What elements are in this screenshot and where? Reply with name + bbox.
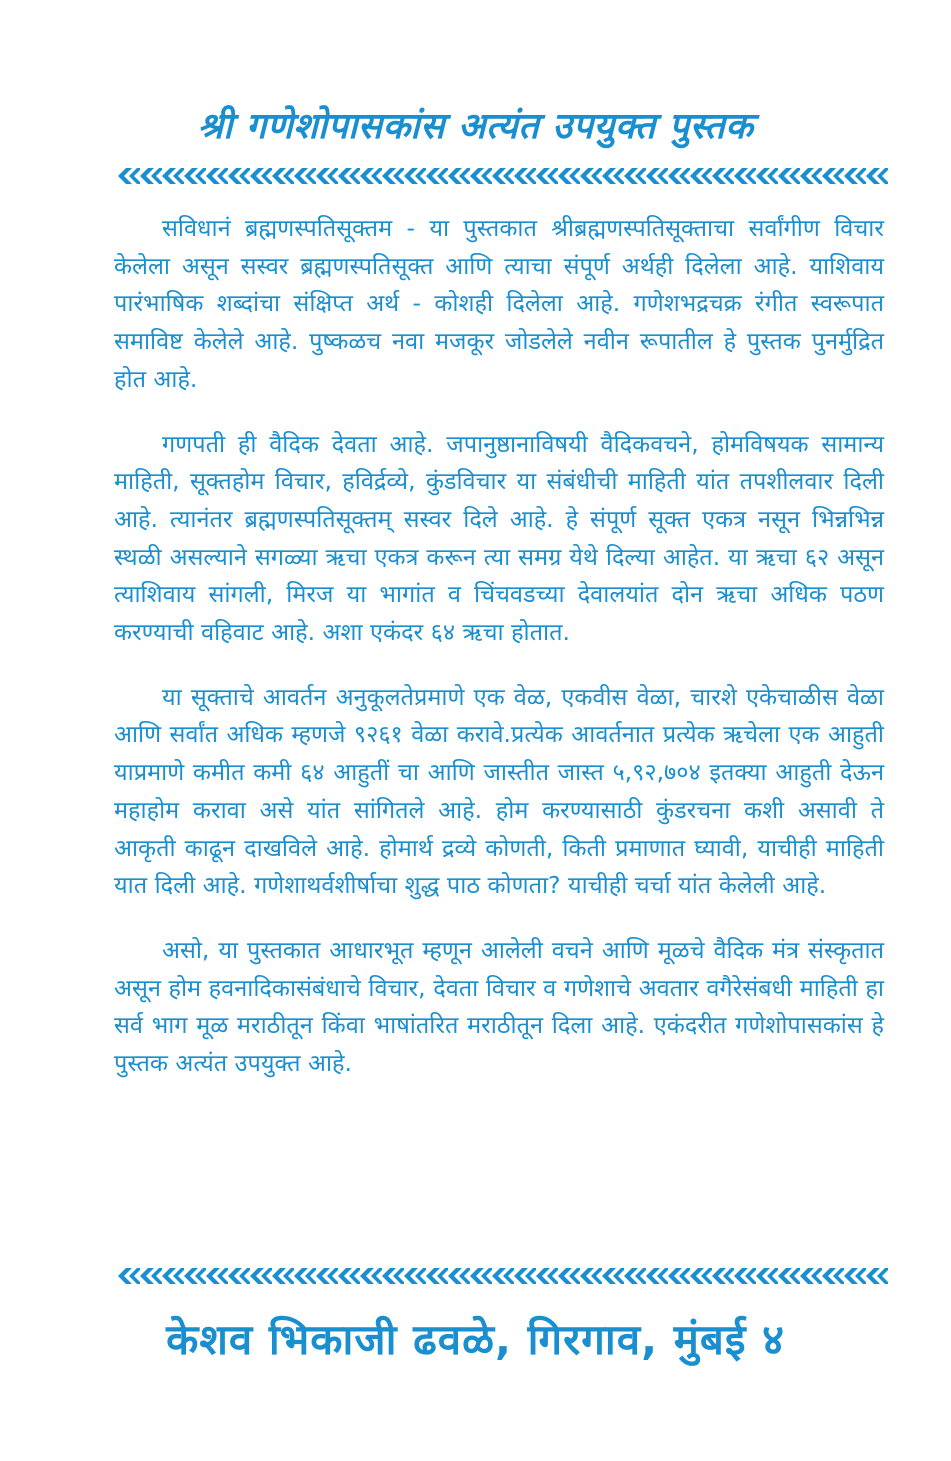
zigzag-border-icon bbox=[118, 1264, 888, 1288]
paragraph-4: असो, या पुस्तकात आधारभूत म्हणून आलेली वचने आणि मूळचे वैदिक मंत्र संस्कृतात असून होम हवनादिकासंबंधाचे विचार, देवता विचार व गणेशाचे अवतार वगैरेसंबधी माहिती हा सर्व भाग मूळ मराठीतून किंवा भाषांतरित मराठीतून दिला आहे. एकंदरीत गणेशोपासकांस हे पुस्तक अत्यंत उपयुक्त आहे. bbox=[114, 935, 884, 1078]
decorative-border-top bbox=[118, 164, 888, 188]
description-body bbox=[114, 210, 884, 1110]
paragraph-2: गणपती ही वैदिक देवता आहे. जपानुष्ठानाविषयी वैदिकवचने, होमविषयक सामान्य माहिती, सूक्तहोम विचार, हविर्द्रव्ये, कुंडविचार या संबंधीची माहिती यांत तपशीलवार दिली आहे. त्यानंतर ब्रह्मणस्पतिसूक्तम् सस्वर दिले आहे. हे संपूर्ण सूक्त एकत्र नसून भिन्नभिन्न स्थळी असल्याने सगळ्या ऋचा एकत्र करून त्या समग्र येथे दिल्या आहेत. या ऋचा ६२ असून त्याशिवाय सांगली, मिरज या भागांत व चिंचवडच्या देवालयांत दोन ऋचा अधिक पठण करण्याची वहिवाट आहे. अशा एकंदर ६४ ऋचा होतात. bbox=[114, 429, 884, 647]
paragraph-1: सविधानं ब्रह्मणस्पतिसूक्तम - या पुस्तकात श्रीब्रह्मणस्पतिसूक्ताचा सर्वांगीण विचार केलेला असून सस्वर ब्रह्मणस्पतिसूक्त आणि त्याचा संपूर्ण अर्थही दिलेला आहे. याशिवाय पारंभाषिक शब्दांचा संक्षिप्त अर्थ - कोशही दिलेला आहे. गणेशभद्रचक्र रंगीत स्वरूपात समाविष्ट केलेले आहे. पुष्कळच नवा मजकूर जोडलेले नवीन रूपातील हे पुस्तक पुनर्मुद्रित होत आहे. bbox=[114, 214, 884, 393]
publisher-name: केशव भिकाजी ढवळे, गिरगाव, मुंबई ४ bbox=[166, 1315, 785, 1364]
zigzag-border-icon bbox=[118, 164, 888, 188]
decorative-border-bottom bbox=[118, 1264, 888, 1288]
paragraph-3: या सूक्ताचे आवर्तन अनुकूलतेप्रमाणे एक वेळ, एकवीस वेळा, चारशे एकेचाळीस वेळा आणि सर्वांत अधिक म्हणजे ९२६१ वेळा करावे.प्रत्येक आवर्तनात प्रत्येक ऋचेला एक आहुती याप्रमाणे कमीत कमी ६४ आहुतीं चा आणि जास्तीत जास्त ५,९२,७०४ इतक्या आहुती देऊन महाहोम करावा असे यांत सांगितले आहे. होम करण्यासाठी कुंडरचना कशी असावी ते आकृती काढून दाखविले आहे. होमार्थ द्रव्ये कोणती, किती प्रमाणात घ्यावी, याचीही माहिती यात दिली आहे. गणेशाथर्वशीर्षाचा शुद्ध पाठ कोणता? याचीही चर्चा यांत केलेली आहे. bbox=[114, 682, 884, 900]
cover-title: श्री गणेशोपासकांस अत्यंत उपयुक्त पुस्तक bbox=[197, 106, 754, 147]
